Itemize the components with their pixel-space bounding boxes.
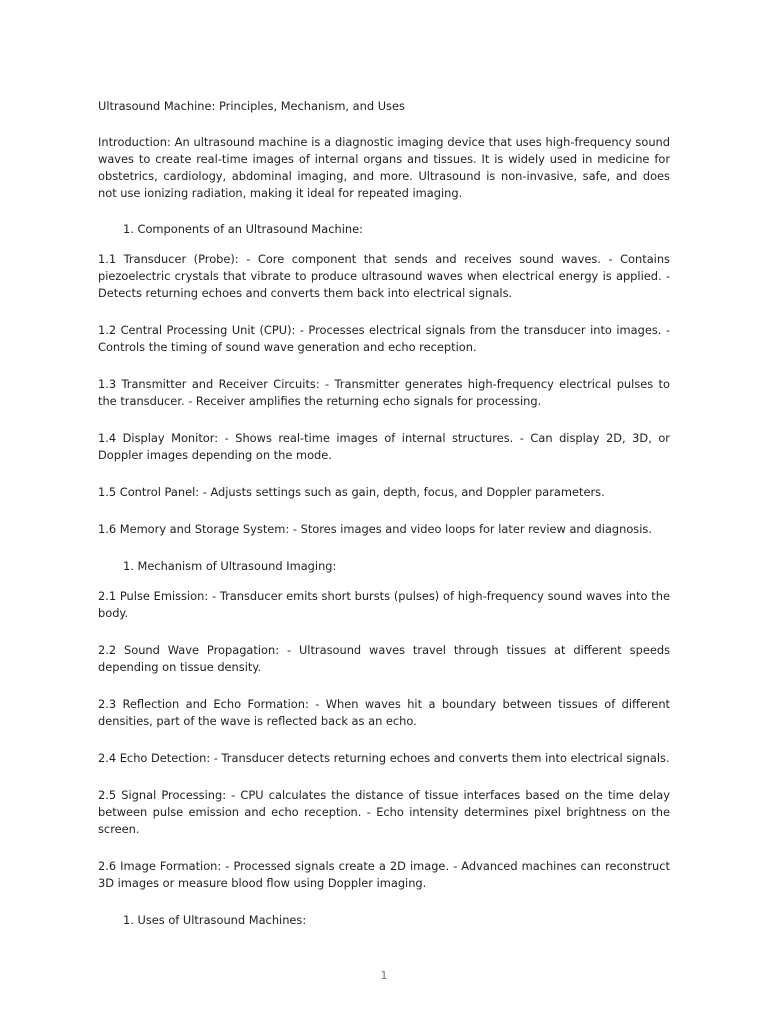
list-item: 1.2 Central Processing Unit (CPU): - Processes electrical signals from the transducer into images. - Controls the timing of sound wave generation and echo reception.	[98, 323, 670, 354]
list-item: 2.5 Signal Processing: - CPU calculates the distance of tissue interfaces based on the time delay between pulse emission and echo reception. - Echo intensity determines pixel brightness on the screen.	[98, 788, 670, 836]
document-page	[98, 98, 670, 942]
list-item: 2.4 Echo Detection: - Transducer detects returning echoes and converts them into electrical signals.	[98, 751, 670, 765]
list-item: 2.1 Pulse Emission: - Transducer emits short bursts (pulses) of high-frequency sound waves into the body.	[98, 589, 670, 620]
list-item: 1.5 Control Panel: - Adjusts settings such as gain, depth, focus, and Doppler parameters.	[98, 485, 605, 499]
list-item: 2.6 Image Formation: - Processed signals create a 2D image. - Advanced machines can reconstruct 3D images or measure blood flow using Doppler imaging.	[98, 859, 670, 890]
list-item: 1.4 Display Monitor: - Shows real-time images of internal structures. - Can display 2D, 3D, or Doppler images depending on the mode.	[98, 431, 670, 462]
list-item: 1.3 Transmitter and Receiver Circuits: - Transmitter generates high-frequency electrical pulses to the transducer. - Receiver amplifies the returning echo signals for processing.	[98, 377, 670, 408]
introduction-paragraph: Introduction: An ultrasound machine is a diagnostic imaging device that uses high-frequency sound waves to create real-time images of internal organs and tissues. It is widely used in medicine for obstetrics, cardiology, abdominal imaging, and more. Ultrasound is non-invasive, safe, and does not use ionizing radiation, making it ideal for repeated imaging.	[98, 135, 670, 200]
page-number: 1	[380, 969, 388, 982]
document-title: Ultrasound Machine: Principles, Mechanism, and Uses	[98, 99, 405, 113]
section-heading-uses: 1. Uses of Ultrasound Machines:	[123, 913, 307, 927]
section-heading-components: 1. Components of an Ultrasound Machine:	[123, 222, 363, 236]
list-item: 2.2 Sound Wave Propagation: - Ultrasound waves travel through tissues at different speeds depending on tissue density.	[98, 643, 670, 674]
section-heading-mechanism: 1. Mechanism of Ultrasound Imaging:	[123, 559, 337, 573]
list-item: 1.6 Memory and Storage System: - Stores images and video loops for later review and diagnosis.	[98, 522, 652, 536]
list-item: 2.3 Reflection and Echo Formation: - When waves hit a boundary between tissues of different densities, part of the wave is reflected back as an echo.	[98, 697, 670, 728]
list-item: 1.1 Transducer (Probe): - Core component that sends and receives sound waves. - Contains piezoelectric crystals that vibrate to produce ultrasound waves when electrical energy is applied. - Detects returning echoes and converts them back into electrical signals.	[98, 252, 670, 300]
